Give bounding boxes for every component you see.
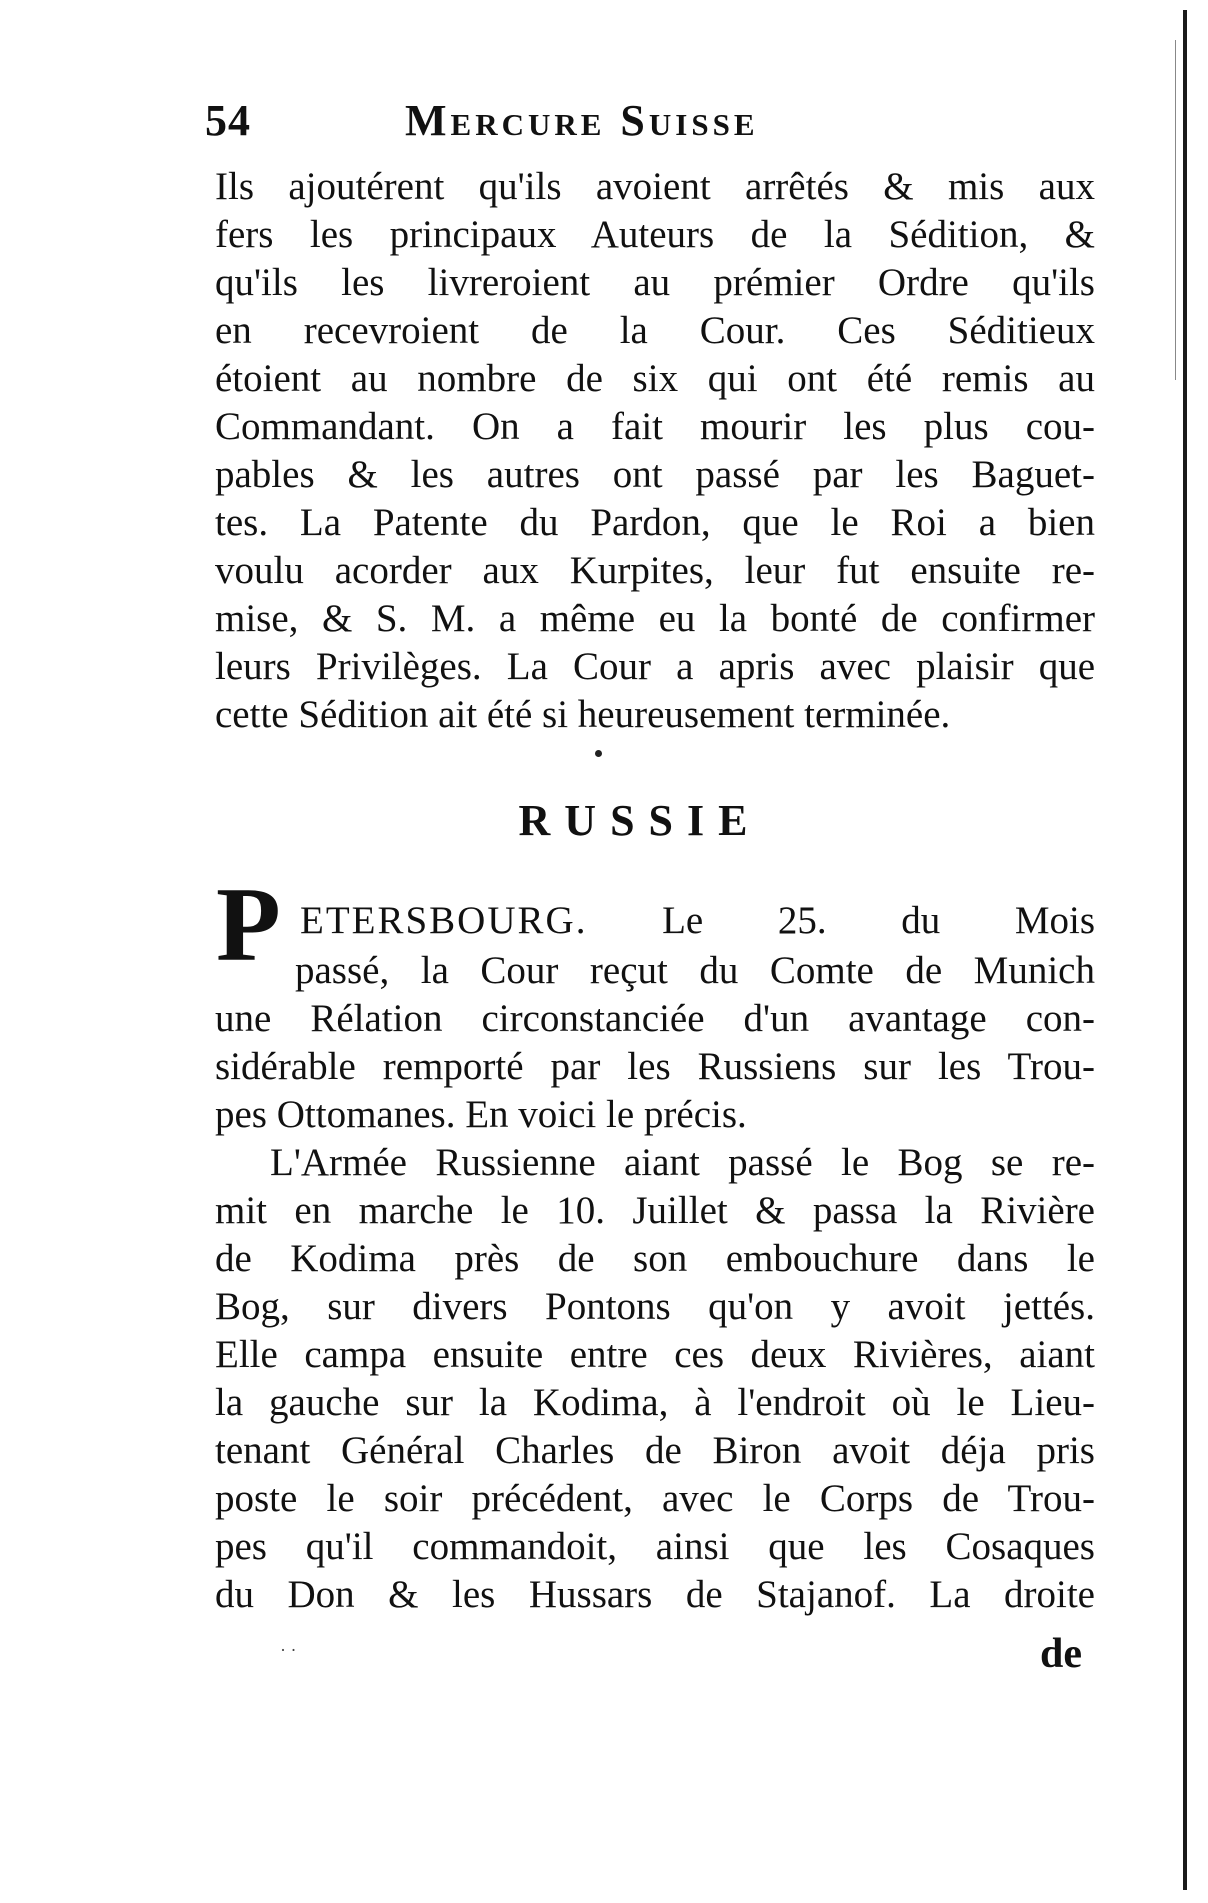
- text-line: L'Armée Russienne aiant passé le Bog se re-: [270, 1141, 1095, 1184]
- paragraph-petersbourg: [215, 947, 1095, 1619]
- paragraph-sedition: [215, 163, 1095, 739]
- drop-cap: P: [216, 866, 281, 983]
- text-line: Elle campa ensuite entre ces deux Rivières, aiant: [215, 1333, 1095, 1376]
- text-line: tes. La Patente du Pardon, que le Roi a bien: [215, 501, 1095, 544]
- text-line: poste le soir précédent, avec le Corps de Trou-: [215, 1477, 1095, 1520]
- text-line: passé, la Cour reçut du Comte de Munich: [295, 949, 1095, 992]
- text-line: pables & les autres ont passé par les Baguet-: [215, 453, 1095, 496]
- text-line: Commandant. On a fait mourir les plus cou-: [215, 405, 1095, 448]
- text-line: de Kodima près de son embouchure dans le: [215, 1237, 1095, 1280]
- catchword: de: [1040, 1631, 1082, 1677]
- text-line: pes Ottomanes. En voici le précis.: [215, 1093, 747, 1136]
- text-line: la gauche sur la Kodima, à l'endroit où le Lieu-: [215, 1381, 1095, 1424]
- page-edge-mark: [1175, 40, 1176, 380]
- text-line: pes qu'il commandoit, ainsi que les Cosaques: [215, 1525, 1095, 1568]
- text-line: voulu acorder aux Kurpites, leur fut ensuite re-: [215, 549, 1095, 592]
- text-line: leurs Privilèges. La Cour a apris avec plaisir que: [215, 645, 1095, 688]
- text-line: cette Sédition ait été si heureusement terminée.: [215, 693, 951, 736]
- text-line: en recevroient de la Cour. Ces Séditieux: [215, 309, 1095, 352]
- page-edge-shadow: [1183, 10, 1187, 1890]
- text-line: Bog, sur divers Pontons qu'on y avoit jettés.: [215, 1285, 1095, 1328]
- text-line: étoient au nombre de six qui ont été remis au: [215, 357, 1095, 400]
- page-number: 54: [205, 96, 251, 145]
- dateline-date: Le 25. du Mois: [662, 899, 1096, 942]
- dateline: [300, 897, 1095, 945]
- text-line: mit en marche le 10. Juillet & passa la Rivière: [215, 1189, 1095, 1232]
- running-head: [205, 95, 1005, 155]
- text-line: qu'ils les livreroient au prémier Ordre qu'ils: [215, 261, 1095, 304]
- text-line: mise, & S. M. a même eu la bonté de confirmer: [215, 597, 1095, 640]
- text-line: du Don & les Hussars de Stajanof. La droite: [215, 1573, 1095, 1616]
- text-line: tenant Général Charles de Biron avoit déja pris: [215, 1429, 1095, 1472]
- text-line: Ils ajoutérent qu'ils avoient arrêtés & mis aux: [215, 165, 1095, 208]
- section-heading: RUSSIE: [518, 796, 762, 845]
- separator-dot: [595, 750, 602, 757]
- text-line: fers les principaux Auteurs de la Sédition, &: [215, 213, 1095, 256]
- text-line: une Rélation circonstanciée d'un avantage con-: [215, 997, 1095, 1040]
- print-specks: · ·: [280, 1640, 297, 1660]
- text-line: sidérable remporté par les Russiens sur les Trou-: [215, 1045, 1095, 1088]
- dateline-city: ETERSBOURG.: [300, 899, 588, 942]
- journal-title: Mercure Suisse: [405, 96, 759, 145]
